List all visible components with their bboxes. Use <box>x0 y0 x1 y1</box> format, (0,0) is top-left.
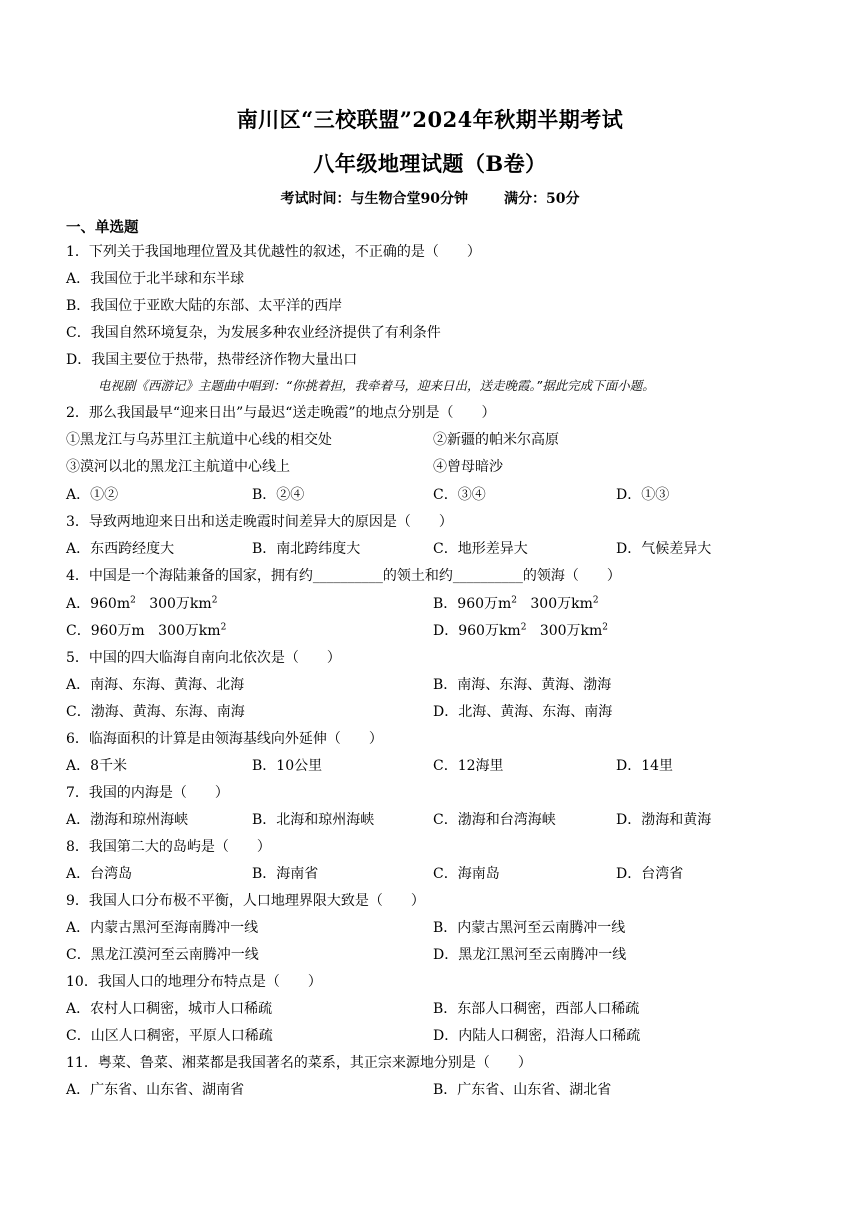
question-4-option-a: A．$960m^2$ 300万$km^2$ <box>66 595 218 612</box>
question-4-option-b: B．960万$m^2$ 300万$km^2$ <box>433 595 599 612</box>
exam-meta <box>0 188 860 208</box>
question-4-option-d: D．960万$km^2$ 300万$km^2$ <box>433 622 609 639</box>
question-6-option-b: B．10公里 <box>252 758 323 774</box>
question-4-option-c: C．960万m 300万$km^2$ <box>66 622 227 639</box>
question-5-stem: 5．中国的四大临海自南向北依次是（ ） <box>66 650 341 666</box>
page-subtitle: 八年级地理试题（B卷） <box>313 151 547 176</box>
question-7-option-d: D．渤海和黄海 <box>616 812 712 828</box>
question-3-option-b: B．南北跨纬度大 <box>252 541 361 557</box>
question-11-option-b: B．广东省、山东省、湖北省 <box>433 1082 612 1098</box>
question-2-option-c: C．③④ <box>433 487 486 503</box>
question-3-stem: 3．导致两地迎来日出和送走晚霞时间差异大的原因是（ ） <box>66 514 453 530</box>
question-10-stem: 10．我国人口的地理分布特点是（ ） <box>66 974 322 990</box>
question-7-option-c: C．渤海和台湾海峡 <box>433 812 556 828</box>
question-2-option-a: A．①② <box>66 487 119 503</box>
question-5-option-d: D．北海、黄海、东海、南海 <box>433 704 613 720</box>
question-8-option-a: A．台湾岛 <box>66 866 133 882</box>
question-2-option-d: D．①③ <box>616 487 670 503</box>
question-5-option-c: C．渤海、黄海、东海、南海 <box>66 704 245 720</box>
question-2-statement-2: ②新疆的帕米尔高原 <box>433 432 559 448</box>
reading-passage: 电视剧《西游记》主题曲中唱到：“你挑着担，我牵着马，迎来日出，送走晚霞。”据此完成下面小题。 <box>98 378 655 393</box>
question-6-option-d: D．14里 <box>616 758 674 774</box>
question-1-option-b: B．我国位于亚欧大陆的东部、太平洋的西岸 <box>66 298 343 314</box>
question-1-option-a: A．我国位于北半球和东半球 <box>66 271 245 287</box>
question-8-option-d: D．台湾省 <box>616 866 684 882</box>
question-2-statement-1: ①黑龙江与乌苏里江主航道中心线的相交处 <box>66 432 332 448</box>
question-5-option-b: B．南海、东海、黄海、渤海 <box>433 677 612 693</box>
page-title: 南川区“三校联盟”2024年秋期半期考试 <box>236 107 624 132</box>
full-score: 满分：50分 <box>504 191 580 207</box>
question-11-stem: 11．粤菜、鲁菜、湘菜都是我国著名的菜系，其正宗来源地分别是（ ） <box>66 1055 532 1071</box>
question-1-option-d: D．我国主要位于热带，热带经济作物大量出口 <box>66 352 358 368</box>
question-5-option-a: A．南海、东海、黄海、北海 <box>66 677 245 693</box>
question-9-stem: 9．我国人口分布极不平衡，人口地理界限大致是（ ） <box>66 893 425 909</box>
question-3-option-d: D．气候差异大 <box>616 541 712 557</box>
question-7-option-a: A．渤海和琼州海峡 <box>66 812 189 828</box>
question-7-stem: 7．我国的内海是（ ） <box>66 785 229 801</box>
question-3-option-c: C．地形差异大 <box>433 541 528 557</box>
question-10-option-c: C．山区人口稠密，平原人口稀疏 <box>66 1028 273 1044</box>
question-1-option-c: C．我国自然环境复杂，为发展多种农业经济提供了有利条件 <box>66 325 441 341</box>
question-2-option-b: B．②④ <box>252 487 305 503</box>
question-8-option-c: C．海南岛 <box>433 866 500 882</box>
question-6-option-c: C．12海里 <box>433 758 504 774</box>
question-10-option-b: B．东部人口稠密，西部人口稀疏 <box>433 1001 640 1017</box>
question-4-stem: 4．中国是一个海陆兼备的国家，拥有约__________的领土和约__________的领海（ ） <box>66 568 621 584</box>
section-heading: 一、单选题 <box>66 219 139 236</box>
question-10-option-a: A．农村人口稠密，城市人口稀疏 <box>66 1001 273 1017</box>
question-7-option-b: B．北海和琼州海峡 <box>252 812 375 828</box>
question-2-stem: 2．那么我国最早“迎来日出”与最迟“送走晚霞”的地点分别是（ ） <box>66 405 496 421</box>
question-10-option-d: D．内陆人口稠密，沿海人口稀疏 <box>433 1028 641 1044</box>
question-1-stem: 1．下列关于我国地理位置及其优越性的叙述，不正确的是（ ） <box>66 244 481 260</box>
question-9-option-b: B．内蒙古黑河至云南腾冲一线 <box>433 920 626 936</box>
question-6-stem: 6．临海面积的计算是由领海基线向外延伸（ ） <box>66 731 383 747</box>
question-6-option-a: A．8千米 <box>66 758 128 774</box>
question-11-option-a: A．广东省、山东省、湖南省 <box>66 1082 245 1098</box>
question-9-option-a: A．内蒙古黑河至海南腾冲一线 <box>66 920 259 936</box>
question-8-option-b: B．海南省 <box>252 866 319 882</box>
question-9-option-d: D．黑龙江黑河至云南腾冲一线 <box>433 947 627 963</box>
question-2-statement-4: ④曾母暗沙 <box>433 459 503 475</box>
question-2-statement-3: ③漠河以北的黑龙江主航道中心线上 <box>66 459 290 475</box>
question-8-stem: 8．我国第二大的岛屿是（ ） <box>66 839 271 855</box>
exam-time: 考试时间：与生物合堂90分钟 <box>280 191 468 207</box>
question-9-option-c: C．黑龙江漠河至云南腾冲一线 <box>66 947 259 963</box>
question-3-option-a: A．东西跨经度大 <box>66 541 175 557</box>
